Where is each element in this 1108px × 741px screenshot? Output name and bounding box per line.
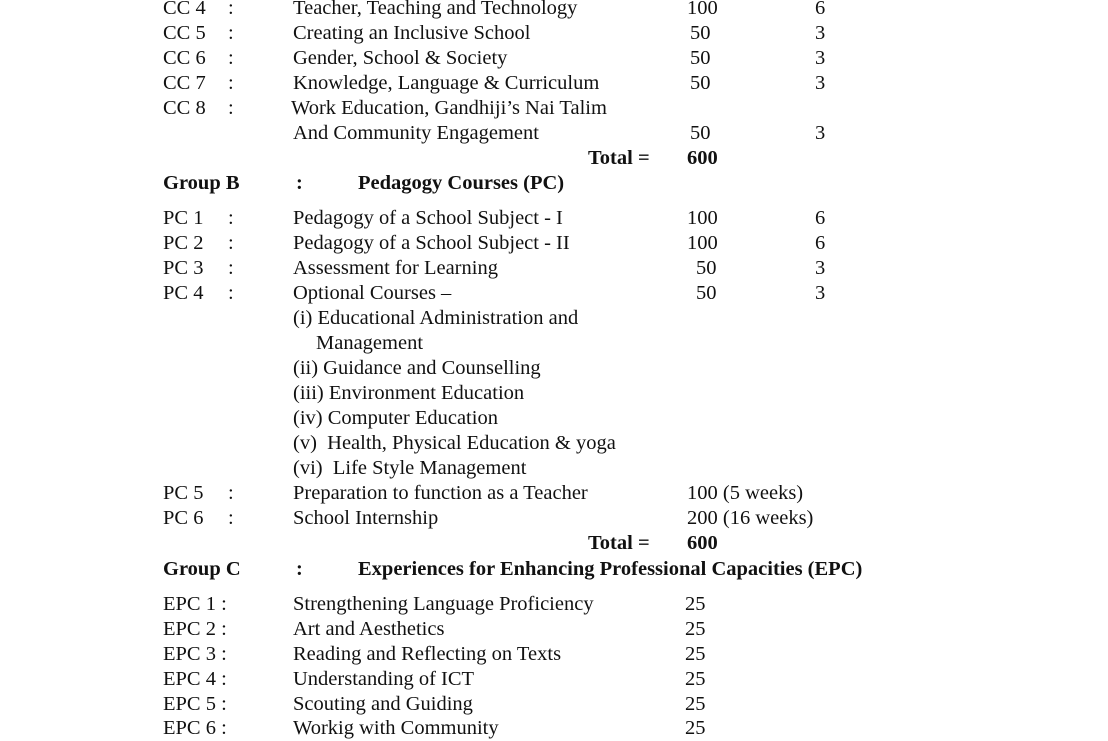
- course-marks: 50: [690, 72, 711, 94]
- course-code: PC 4: [163, 282, 204, 304]
- course-title: Work Education, Gandhiji’s Nai Talim: [291, 97, 607, 119]
- course-marks: 25: [685, 593, 706, 615]
- course-marks: 100: [687, 0, 718, 19]
- table-row: [0, 592, 1108, 617]
- course-marks: 100 (5 weeks): [687, 482, 804, 504]
- course-code: CC 4: [163, 0, 206, 19]
- group-heading: [0, 171, 1108, 196]
- table-row: [0, 21, 1108, 46]
- course-marks: 200 (16 weeks): [687, 507, 814, 529]
- total-value: 600: [687, 147, 718, 169]
- course-title: Gender, School & Society: [293, 47, 508, 69]
- course-marks: 25: [685, 668, 706, 690]
- course-title: Scouting and Guiding: [293, 693, 473, 715]
- group-label: Group C: [163, 558, 241, 580]
- course-code: EPC 3 :: [163, 643, 227, 665]
- separator: :: [296, 172, 303, 194]
- list-item: [0, 331, 1108, 356]
- course-title: Reading and Reflecting on Texts: [293, 643, 562, 665]
- course-code: EPC 4 :: [163, 668, 227, 690]
- separator: :: [228, 97, 234, 119]
- course-marks: 50: [696, 282, 717, 304]
- table-row: [0, 71, 1108, 96]
- course-code: CC 7: [163, 72, 206, 94]
- course-title: Understanding of ICT: [293, 668, 475, 690]
- course-marks: 50: [690, 22, 711, 44]
- course-marks: 50: [696, 257, 717, 279]
- optional-course: (iv) Computer Education: [293, 407, 498, 429]
- table-row: [0, 96, 1108, 121]
- list-item: [0, 456, 1108, 481]
- course-marks: 100: [687, 232, 718, 254]
- table-row: [0, 642, 1108, 667]
- separator: :: [228, 47, 234, 69]
- group-heading: [0, 557, 1108, 582]
- course-code: PC 2: [163, 232, 204, 254]
- course-credits: 3: [815, 47, 826, 69]
- table-row: [0, 716, 1108, 741]
- separator: :: [228, 72, 234, 94]
- table-row: [0, 667, 1108, 692]
- separator: :: [228, 0, 234, 19]
- course-title: Teacher, Teaching and Technology: [293, 0, 578, 19]
- separator: :: [296, 558, 303, 580]
- separator: :: [228, 207, 234, 229]
- course-title: Creating an Inclusive School: [293, 22, 531, 44]
- list-item: [0, 356, 1108, 381]
- course-title-continuation: And Community Engagement: [293, 122, 539, 144]
- course-credits: 6: [815, 207, 826, 229]
- optional-course: (ii) Guidance and Counselling: [293, 357, 541, 379]
- total-label: Total =: [588, 532, 650, 554]
- course-code: CC 6: [163, 47, 206, 69]
- table-row: [0, 0, 1108, 21]
- optional-course-continuation: Management: [316, 332, 424, 354]
- table-row: [0, 506, 1108, 531]
- separator: :: [228, 482, 234, 504]
- course-title: Knowledge, Language & Curriculum: [293, 72, 600, 94]
- course-code: EPC 1 :: [163, 593, 227, 615]
- list-item: [0, 406, 1108, 431]
- course-title: Assessment for Learning: [293, 257, 498, 279]
- course-marks: 50: [690, 47, 711, 69]
- course-title: School Internship: [293, 507, 439, 529]
- course-code: EPC 6 :: [163, 717, 227, 739]
- course-credits: 3: [815, 72, 826, 94]
- group-title: Experiences for Enhancing Professional Capacities (EPC): [358, 558, 863, 580]
- course-title: Preparation to function as a Teacher: [293, 482, 588, 504]
- course-marks: 25: [685, 643, 706, 665]
- course-credits: 6: [815, 0, 826, 19]
- course-credits: 3: [815, 257, 826, 279]
- course-code: PC 6: [163, 507, 204, 529]
- table-row: [0, 617, 1108, 642]
- course-marks: 25: [685, 618, 706, 640]
- total-value: 600: [687, 532, 718, 554]
- course-credits: 3: [815, 122, 826, 144]
- group-title: Pedagogy Courses (PC): [358, 172, 565, 194]
- course-code: PC 5: [163, 482, 204, 504]
- course-code: EPC 5 :: [163, 693, 227, 715]
- course-title: Pedagogy of a School Subject - I: [293, 207, 563, 229]
- course-title: Workig with Community: [293, 717, 499, 739]
- course-marks: 25: [685, 693, 706, 715]
- table-row: [0, 281, 1108, 306]
- course-credits: 3: [815, 22, 826, 44]
- separator: :: [228, 22, 234, 44]
- course-marks: 100: [687, 207, 718, 229]
- table-row: [0, 256, 1108, 281]
- optional-course: (vi) Life Style Management: [293, 457, 527, 479]
- course-credits: 3: [815, 282, 826, 304]
- list-item: [0, 306, 1108, 331]
- table-row: [0, 481, 1108, 506]
- course-marks: 50: [690, 122, 711, 144]
- course-code: EPC 2 :: [163, 618, 227, 640]
- total-label: Total =: [588, 147, 650, 169]
- separator: :: [228, 257, 234, 279]
- table-row: [0, 206, 1108, 231]
- list-item: [0, 431, 1108, 456]
- total-row: [0, 146, 1108, 171]
- list-item: [0, 381, 1108, 406]
- course-code: PC 3: [163, 257, 204, 279]
- optional-course: (i) Educational Administration and: [293, 307, 579, 329]
- course-title: Pedagogy of a School Subject - II: [293, 232, 570, 254]
- table-row: [0, 692, 1108, 717]
- course-title: Strengthening Language Proficiency: [293, 593, 594, 615]
- optional-course: (iii) Environment Education: [293, 382, 525, 404]
- separator: :: [228, 282, 234, 304]
- separator: :: [228, 232, 234, 254]
- table-row-continuation: [0, 121, 1108, 146]
- table-row: [0, 46, 1108, 71]
- table-row: [0, 231, 1108, 256]
- course-title: Optional Courses –: [293, 282, 452, 304]
- course-marks: 25: [685, 717, 706, 739]
- total-row: [0, 531, 1108, 556]
- group-label: Group B: [163, 172, 240, 194]
- course-code: CC 5: [163, 22, 206, 44]
- course-title: Art and Aesthetics: [293, 618, 445, 640]
- optional-course: (v) Health, Physical Education & yoga: [293, 432, 616, 454]
- course-credits: 6: [815, 232, 826, 254]
- course-code: CC 8: [163, 97, 206, 119]
- separator: :: [228, 507, 234, 529]
- course-code: PC 1: [163, 207, 204, 229]
